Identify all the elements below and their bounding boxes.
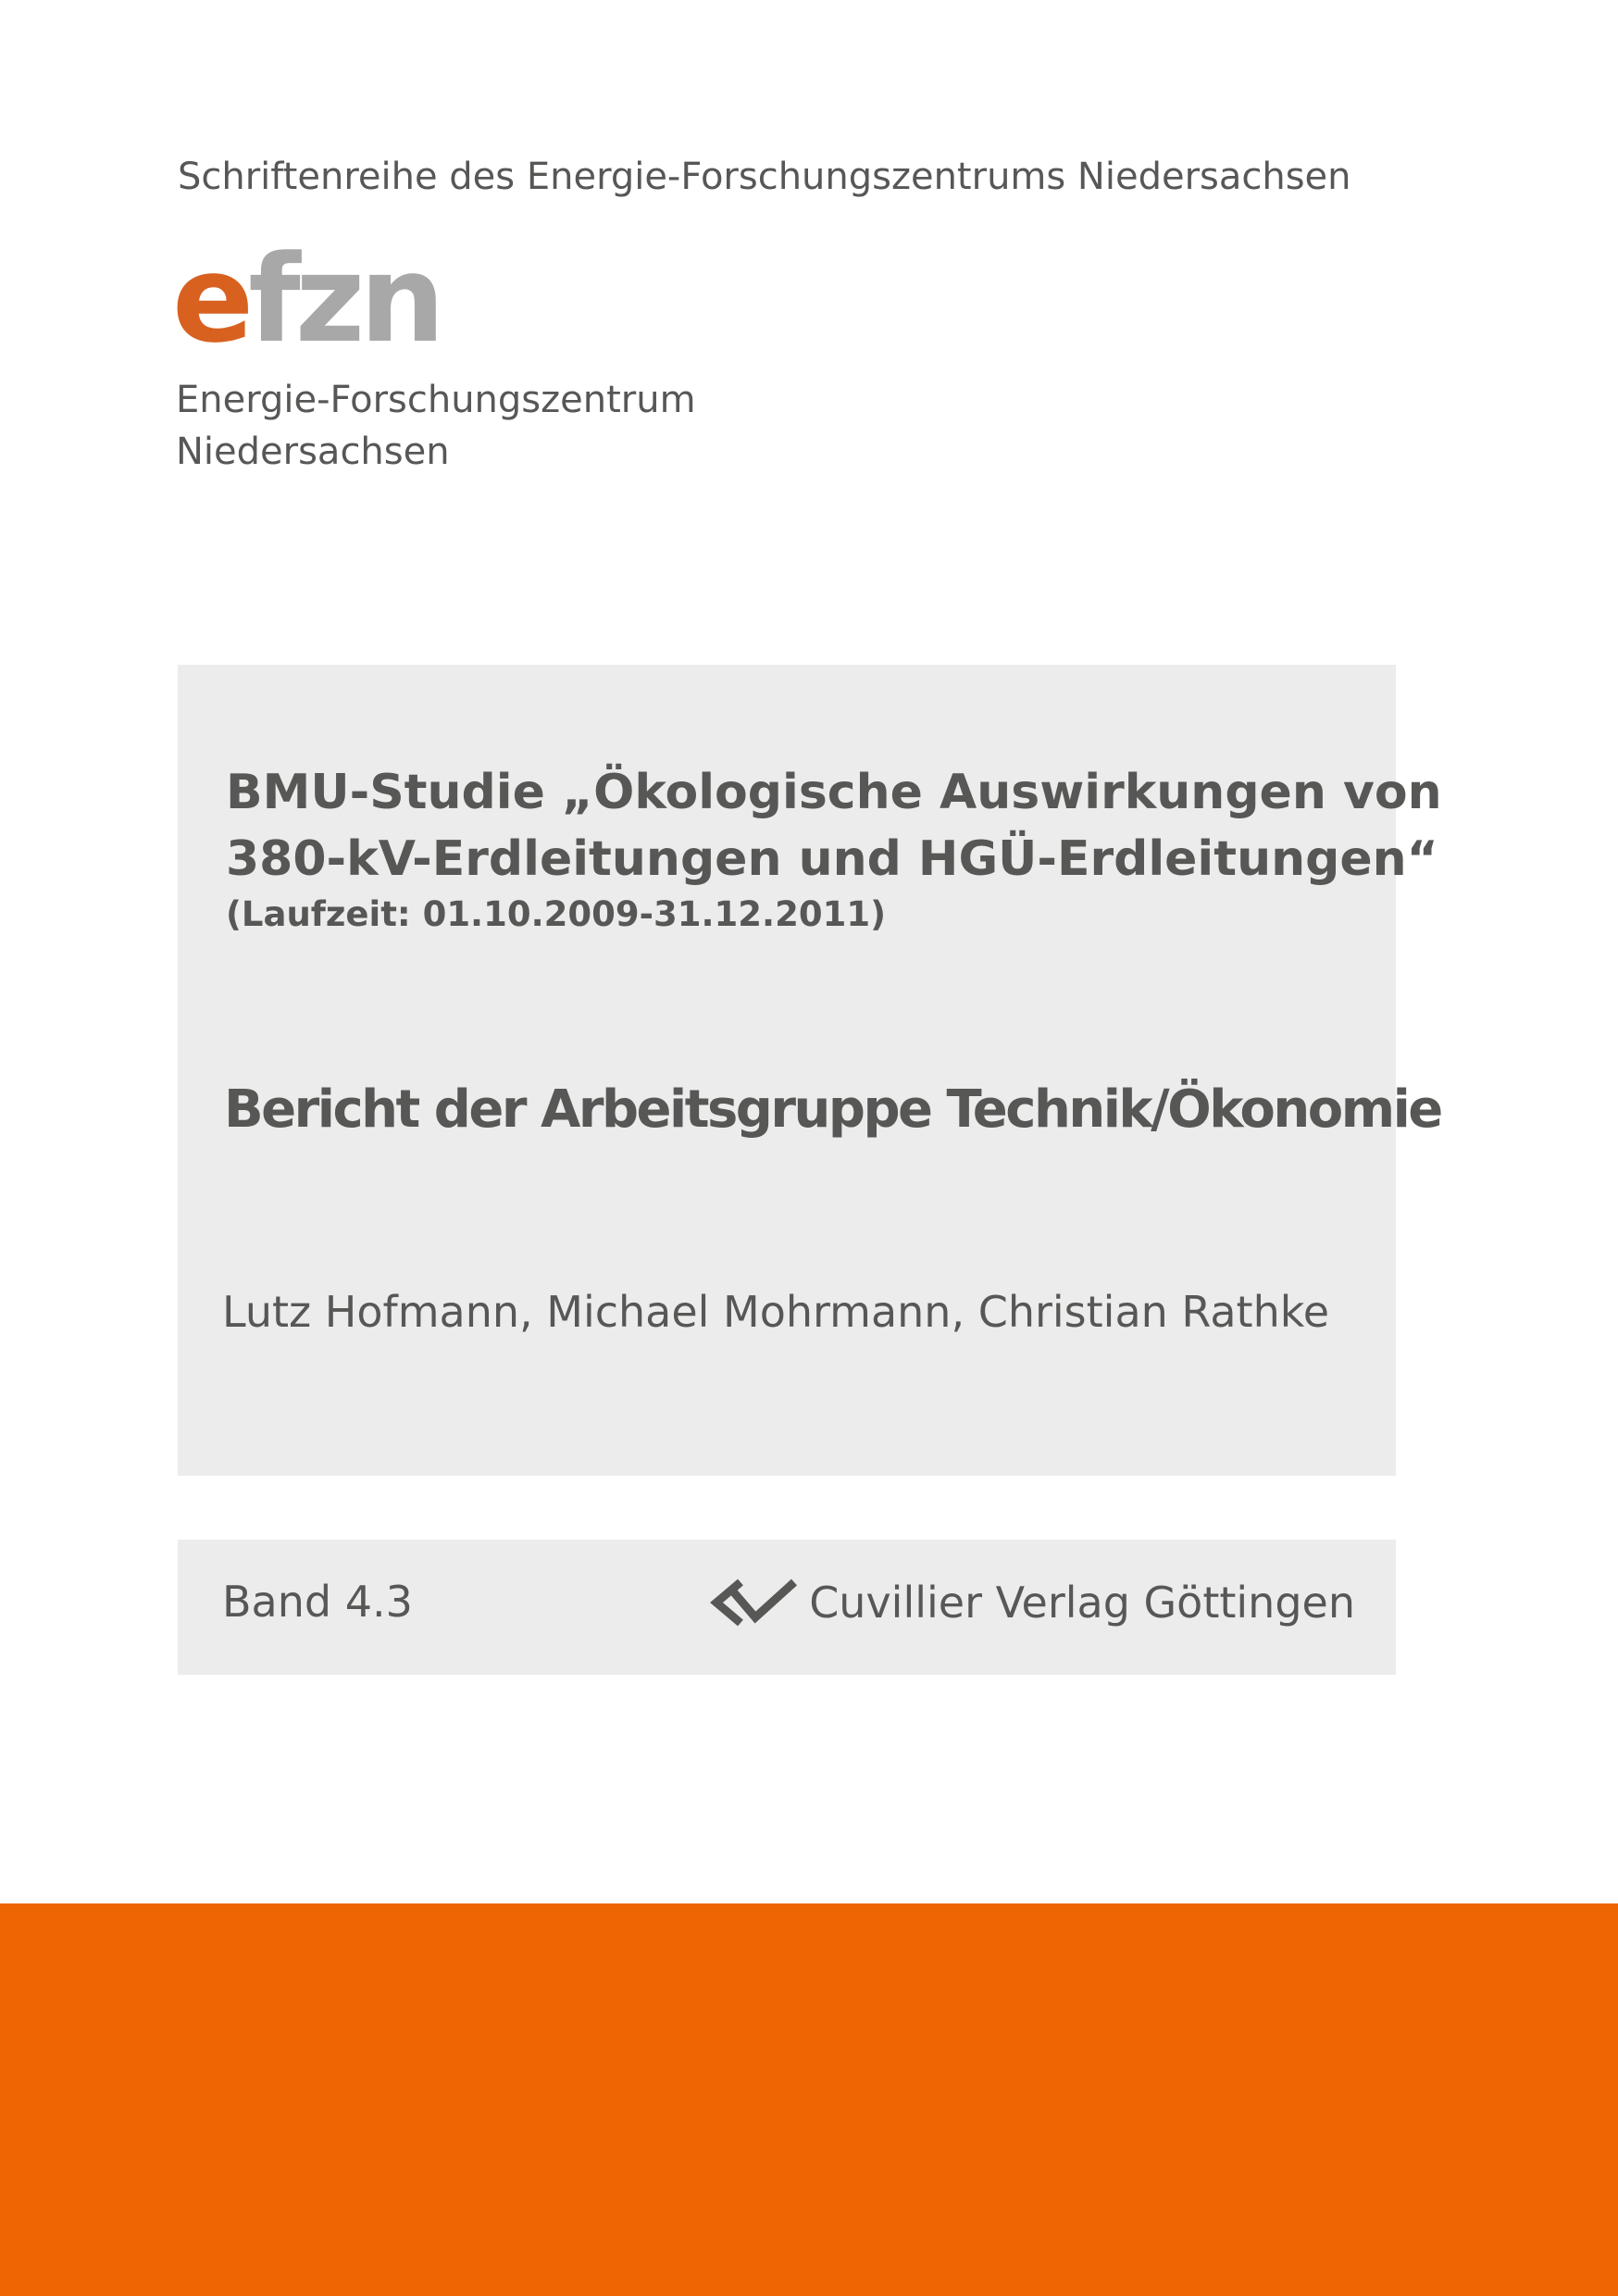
report-title: Bericht der Arbeitsgruppe Technik/Ökonomie [224, 1079, 1441, 1140]
series-title: Schriftenreihe des Energie-Forschungszentrums Niedersachsen [178, 156, 1351, 198]
logo-letters-fzn: fzn [248, 229, 440, 369]
logo-letter-e: e [172, 229, 249, 369]
research-center-name [176, 374, 696, 478]
study-runtime: (Laufzeit: 01.10.2009-31.12.2011) [226, 894, 886, 934]
publisher [709, 1577, 1355, 1628]
authors: Lutz Hofmann, Michael Mohrmann, Christian Rathke [222, 1287, 1330, 1337]
efzn-logo [172, 229, 440, 369]
publisher-name: Cuvillier Verlag Göttingen [809, 1578, 1355, 1628]
research-center-name-line1: Energie-Forschungszentrum [176, 379, 696, 421]
title-box [178, 665, 1442, 1476]
research-center-name-line2: Niedersachsen [176, 430, 450, 473]
orange-footer-band [0, 1903, 1618, 2296]
band-number: Band 4.3 [222, 1577, 413, 1627]
study-title [226, 759, 1442, 892]
band-box [178, 1540, 1396, 1675]
study-title-line2: 380-kV-Erdleitungen und HGÜ-Erdleitungen“ [226, 831, 1438, 887]
study-title-line1: BMU-Studie „Ökologische Auswirkungen von [226, 765, 1442, 820]
cuvillier-logo-icon [709, 1577, 798, 1628]
